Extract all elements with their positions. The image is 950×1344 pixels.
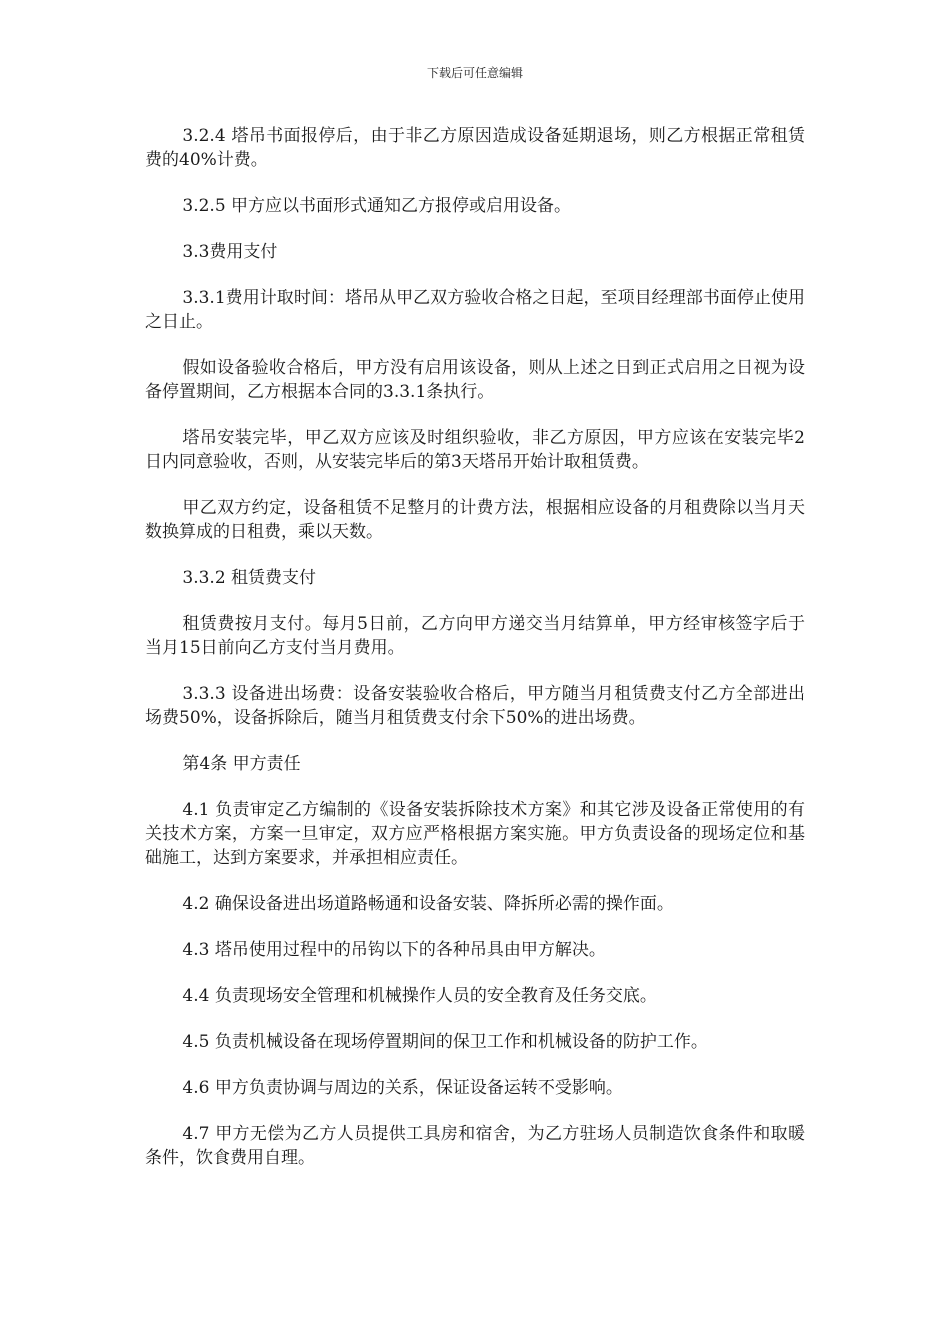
paragraph-4-6: 4.6 甲方负责协调与周边的关系，保证设备运转不受影响。 xyxy=(182,1078,623,1098)
paragraph-4-5: 4.5 负责机械设备在现场停置期间的保卫工作和机械设备的防护工作。 xyxy=(182,1032,708,1052)
paragraph-4-1: 4.1 负责审定乙方编制的《设备安装拆除技术方案》和其它涉及设备正常使用的有关技术方案，方案一旦审定，双方应严格根据方案实施。甲方负责设备的现场定位和基础施工，达到方案要求，并承担相应责任。 xyxy=(145,800,805,868)
paragraph-monthly-payment: 租赁费按月支付。每月5日前，乙方向甲方递交当月结算单，甲方经审核签字后于当月15日前向乙方支付当月费用。 xyxy=(145,614,805,658)
paragraph-3-2-5: 3.2.5 甲方应以书面形式通知乙方报停或启用设备。 xyxy=(182,196,572,216)
paragraph-4-7: 4.7 甲方无偿为乙方人员提供工具房和宿舍，为乙方驻场人员制造饮食条件和取暖条件，饮食费用自理。 xyxy=(145,1124,805,1168)
section-heading-article-4: 第4条 甲方责任 xyxy=(182,754,301,774)
paragraph-4-3: 4.3 塔吊使用过程中的吊钩以下的各种吊具由甲方解决。 xyxy=(182,940,606,960)
paragraph-3-2-4: 3.2.4 塔吊书面报停后，由于非乙方原因造成设备延期退场，则乙方根据正常租赁费的40%计费。 xyxy=(145,126,805,170)
paragraph-partial-month: 甲乙双方约定，设备租赁不足整月的计费方法，根据相应设备的月租费除以当月天数换算成的日租费，乘以天数。 xyxy=(145,498,805,542)
paragraph-3-3-3: 3.3.3 设备进出场费：设备安装验收合格后，甲方随当月租赁费支付乙方全部进出场费50%，设备拆除后，随当月租赁费支付余下50%的进出场费。 xyxy=(145,684,805,728)
section-heading-3-3-2: 3.3.2 租赁费支付 xyxy=(182,568,317,588)
paragraph-4-4: 4.4 负责现场安全管理和机械操作人员的安全教育及任务交底。 xyxy=(182,986,657,1006)
paragraph-3-3-1: 3.3.1费用计取时间：塔吊从甲乙双方验收合格之日起，至项目经理部书面停止使用之日止。 xyxy=(145,288,805,332)
section-heading-3-3: 3.3费用支付 xyxy=(182,242,278,262)
paragraph-acceptance: 塔吊安装完毕，甲乙双方应该及时组织验收，非乙方原因，甲方应该在安装完毕2日内同意验收，否则，从安装完毕后的第3天塔吊开始计取租赁费。 xyxy=(145,428,805,472)
page-header: 下载后可任意编辑 xyxy=(426,66,523,80)
paragraph-idle-period: 假如设备验收合格后，甲方没有启用该设备，则从上述之日到正式启用之日视为设备停置期间，乙方根据本合同的3.3.1条执行。 xyxy=(145,358,805,402)
paragraph-4-2: 4.2 确保设备进出场道路畅通和设备安装、降拆所必需的操作面。 xyxy=(182,894,674,914)
document-body xyxy=(145,124,805,1192)
